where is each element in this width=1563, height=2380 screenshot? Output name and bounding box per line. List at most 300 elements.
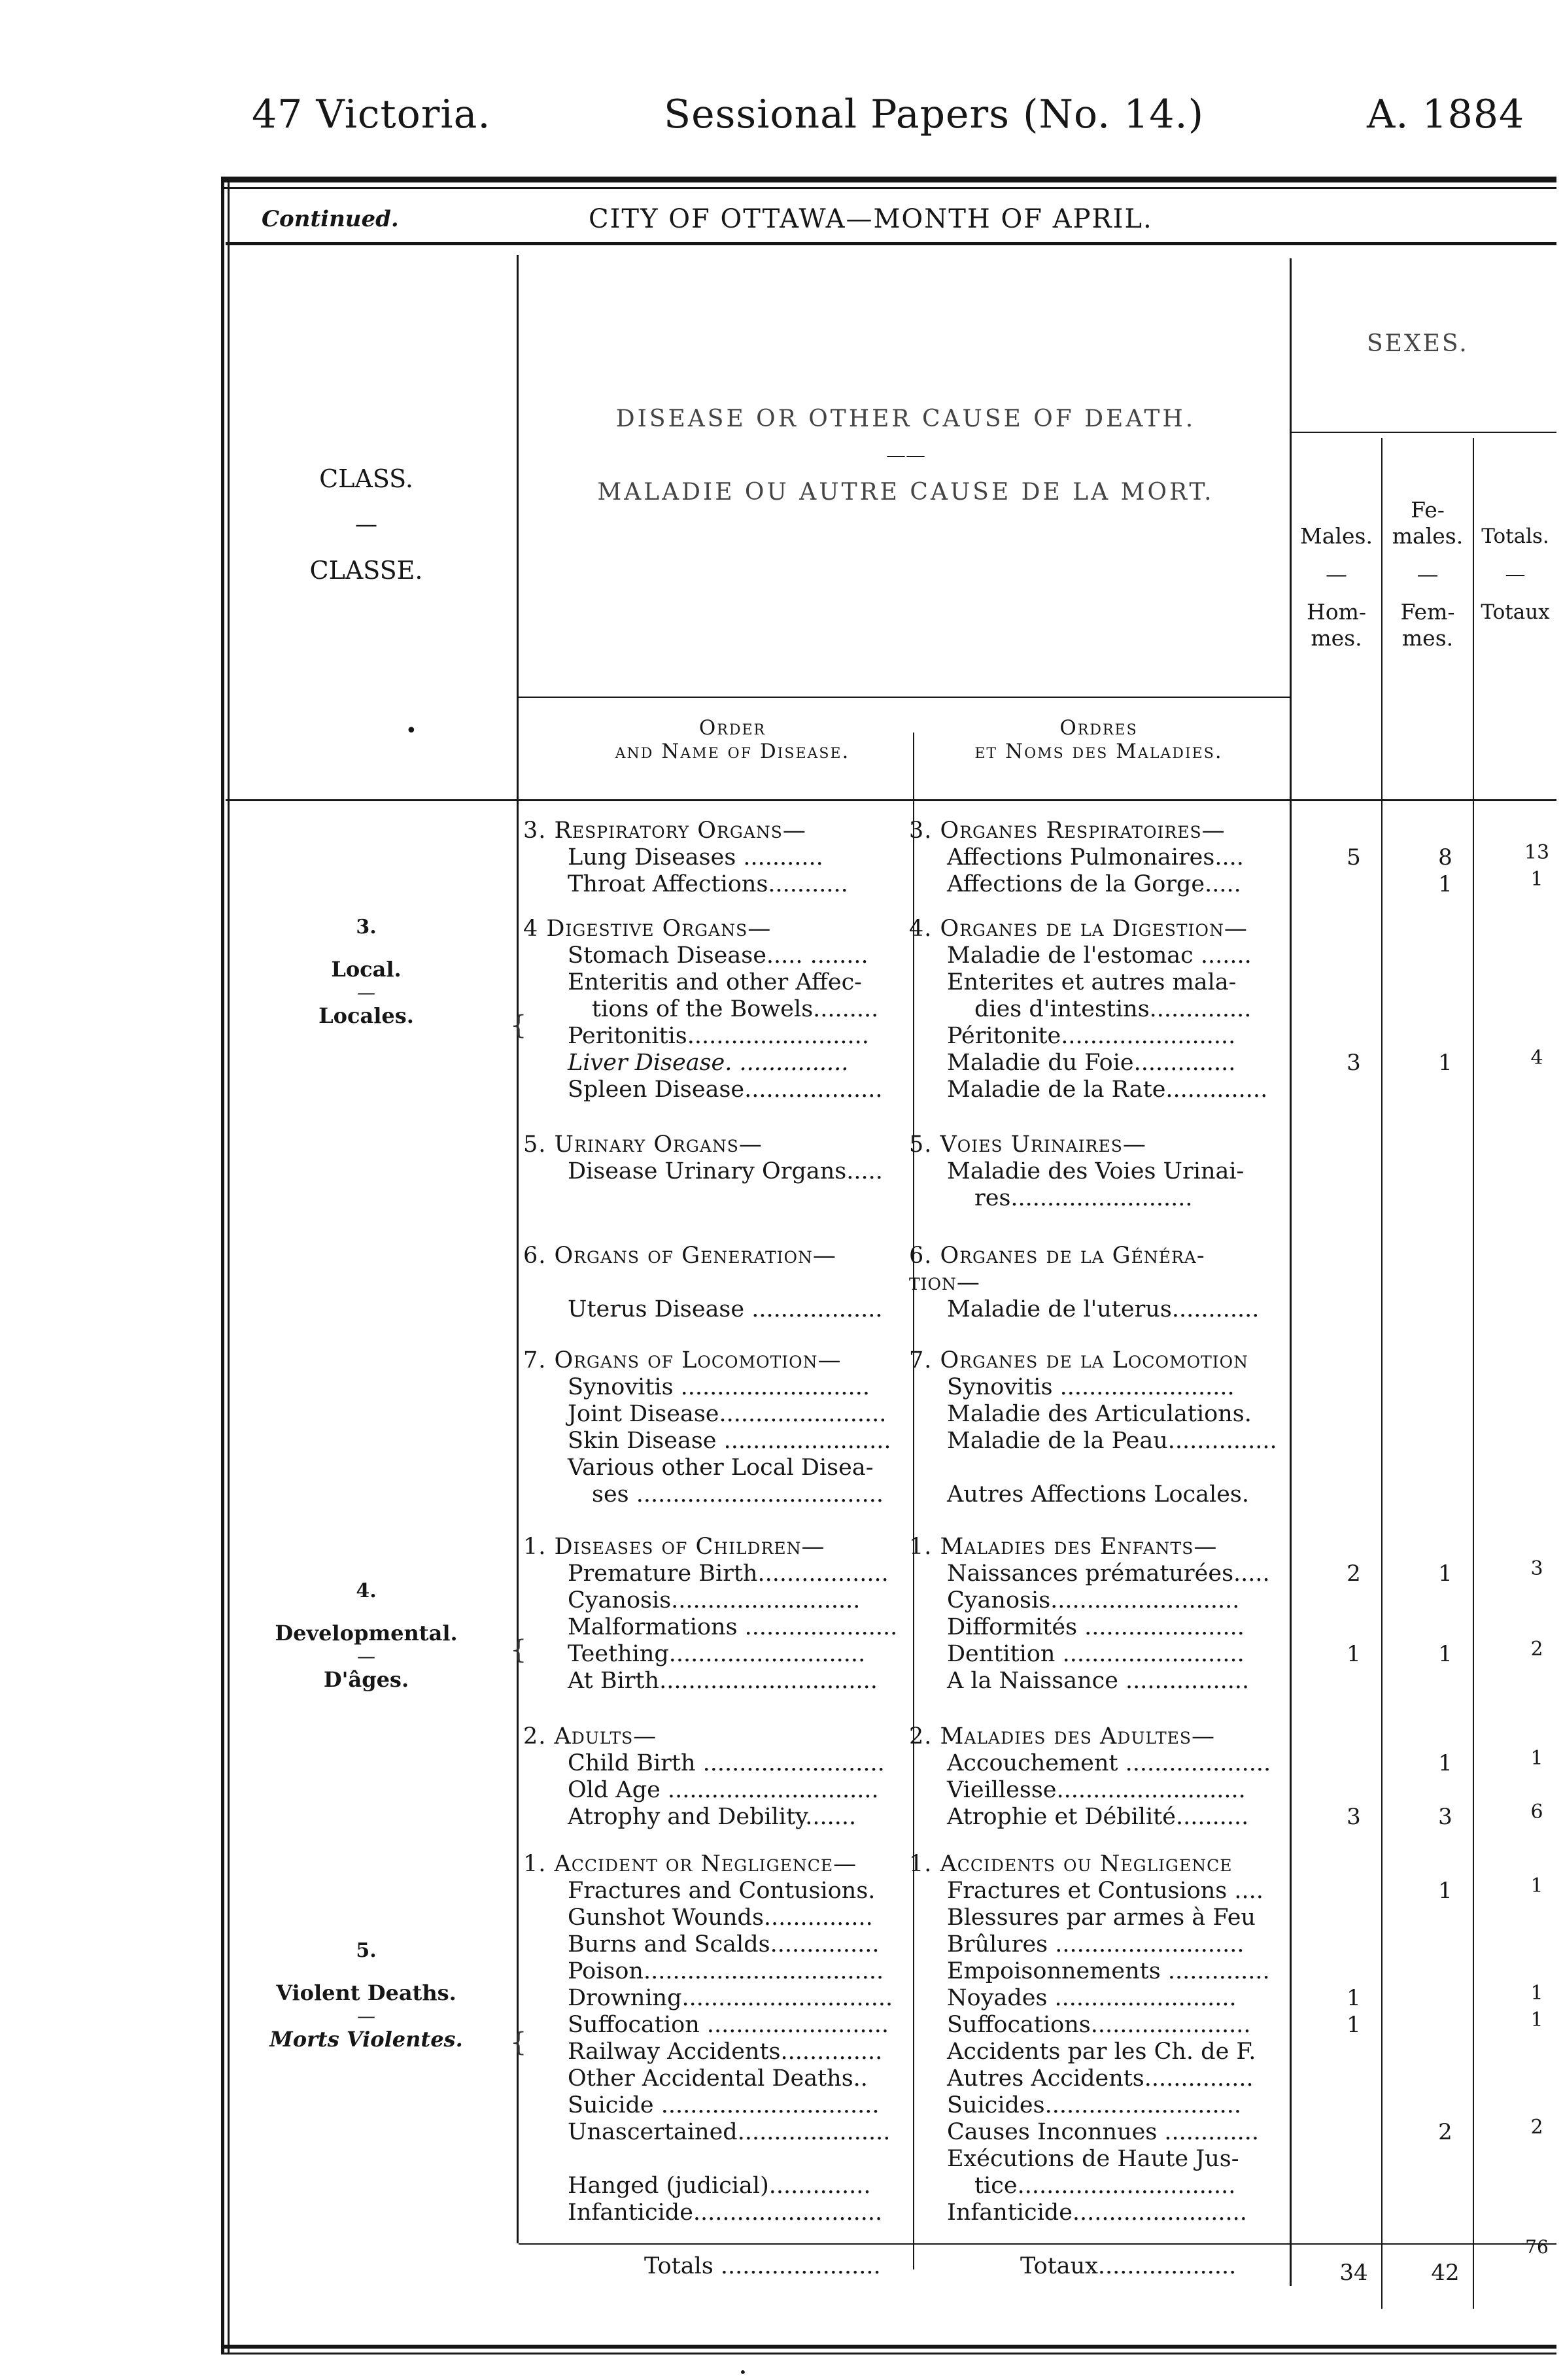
table-row (0, 1374, 1563, 1401)
row-total (1517, 964, 1556, 991)
table-title: CITY OF OTTAWA—MONTH OF APRIL. (589, 204, 1153, 234)
row-fr: Péritonite........................ (947, 1023, 1236, 1049)
row-fr: Maladie de l'uterus............ (947, 1296, 1260, 1322)
table-row (0, 1296, 1563, 1323)
totals-females: 42 (1431, 2260, 1460, 2286)
row-en: Disease Urinary Organs..... (568, 1158, 883, 1184)
class-dev-num: 4. (356, 1579, 377, 1602)
row-females (1426, 1428, 1465, 1455)
row-fr: Dentition ......................... (947, 1641, 1245, 1667)
row-total (1517, 2167, 1556, 2194)
row-fr: res......................... (974, 1185, 1193, 1211)
class-head (229, 464, 504, 585)
row-en: Other Accidental Deaths.. (568, 2065, 868, 2092)
row-en: Drowning............................. (568, 1985, 893, 2011)
row-females (1426, 1077, 1465, 1103)
row-females (1426, 1958, 1465, 1985)
row-females (1426, 1723, 1465, 1750)
row-total (1517, 937, 1556, 964)
row-females (1426, 818, 1465, 844)
row-males (1334, 1243, 1373, 1269)
table-row (0, 2092, 1563, 2119)
row-females (1426, 1481, 1465, 1508)
row-total (1517, 1342, 1556, 1369)
header-bottom-rule (226, 799, 1556, 801)
row-females (1426, 1668, 1465, 1695)
row-en: Peritonitis......................... (568, 1023, 869, 1049)
class-violent-dash: — (357, 2005, 375, 2027)
class-local-dash: — (357, 982, 375, 1003)
row-males (1334, 2173, 1373, 2199)
row-total (1517, 1899, 1556, 1926)
row-total (1517, 1126, 1556, 1153)
row-total: 6 (1530, 1801, 1543, 1823)
row-en: Skin Disease ....................... (568, 1428, 891, 1454)
class-violent-num: 5. (356, 1939, 377, 1962)
row-en: Unascertained..................... (568, 2119, 891, 2145)
row-total: 1 (1530, 2009, 1543, 2031)
row-en: Cyanosis.......................... (568, 1587, 861, 1613)
table-row (0, 942, 1563, 969)
row-males (1334, 1931, 1373, 1958)
row-females (1426, 2065, 1465, 2092)
females-head-fr1: Fem- (1400, 599, 1455, 625)
row-males (1334, 1296, 1373, 1323)
row-males: 1 (1347, 1985, 1361, 2011)
row-fr: Maladie des Articulations. (947, 1401, 1252, 1427)
row-females (1426, 2039, 1465, 2065)
row-total (1517, 2087, 1556, 2114)
table-row (0, 1243, 1563, 1269)
row-males (1334, 996, 1373, 1023)
table-row (0, 818, 1563, 844)
table-row (0, 1982, 1563, 2012)
row-fr: Autres Affections Locales. (947, 1481, 1249, 1508)
row-fr: Naissances prématurées..... (947, 1561, 1270, 1587)
row-males (1334, 1455, 1373, 1481)
table-row (0, 1874, 1563, 1905)
row-en: 2. Adults— (523, 1723, 657, 1750)
row-males (1334, 1481, 1373, 1508)
females-head-fr2: mes. (1401, 625, 1454, 651)
row-males (1334, 1958, 1373, 1985)
row-en: At Birth.............................. (568, 1668, 878, 1694)
row-fr: Atrophie et Débilité.......... (947, 1804, 1249, 1830)
totals-total: 76 (1525, 2236, 1549, 2258)
row-fr: Suffocations...................... (947, 2012, 1251, 2038)
row-en: Child Birth ......................... (568, 1750, 885, 1776)
row-females: 2 (1438, 2119, 1452, 2145)
row-en: 7. Organs of Locomotion— (523, 1347, 842, 1373)
row-males (1334, 2039, 1373, 2065)
row-en: Lung Diseases ........... (568, 844, 823, 871)
row-en: Fractures and Contusions. (568, 1878, 876, 1904)
row-fr: Vieillesse.......................... (947, 1777, 1246, 1803)
row-total: 13 (1524, 841, 1550, 864)
table-row (0, 868, 1563, 898)
row-males (1334, 2065, 1373, 2092)
table-row (0, 1131, 1563, 1158)
row-males (1334, 1614, 1373, 1641)
row-total (1517, 2060, 1556, 2087)
row-fr: 5. Voies Urinaires— (909, 1131, 1146, 1158)
females-head-en2: males. (1392, 523, 1464, 549)
row-females (1426, 2199, 1465, 2226)
table-row (0, 2009, 1563, 2039)
row-total (1517, 1582, 1556, 1609)
row-females (1426, 1185, 1465, 1212)
row-total (1517, 1071, 1556, 1098)
row-en: Suffocation ......................... (568, 2012, 889, 2038)
table-row (0, 1668, 1563, 1695)
row-females: 1 (1438, 871, 1452, 897)
row-males (1334, 2092, 1373, 2119)
bottom-rule-1 (222, 2345, 1556, 2349)
totals-en: Totals ...................... (644, 2253, 881, 2279)
row-females: 1 (1438, 1561, 1452, 1587)
row-females (1426, 1158, 1465, 1185)
males-head-en: Males. (1300, 523, 1373, 549)
row-females: 1 (1438, 1050, 1452, 1076)
row-fr: Infanticide........................ (947, 2199, 1247, 2226)
row-females (1426, 1931, 1465, 1958)
row-females (1426, 2012, 1465, 2039)
row-males (1334, 1269, 1373, 1296)
bottom-rule-2 (222, 2353, 1556, 2354)
row-fr: A la Naissance ................. (947, 1668, 1250, 1694)
row-en: Hanged (judicial).............. (568, 2173, 871, 2199)
row-males (1334, 1851, 1373, 1878)
row-total (1517, 1291, 1556, 1318)
row-fr: Affections Pulmonaires.... (947, 844, 1244, 871)
disease-head-fr: MALADIE OU AUTRE CAUSE DE LA MORT. (597, 479, 1214, 506)
row-males (1334, 1347, 1373, 1374)
row-females (1426, 2173, 1465, 2199)
row-males (1334, 1668, 1373, 1695)
totals-fr: Totaux................... (1020, 2253, 1237, 2279)
row-en: Malformations ..................... (568, 1614, 898, 1640)
row-males (1334, 1723, 1373, 1750)
row-en: Various other Local Disea- (568, 1455, 874, 1481)
row-fr: Empoisonnements .............. (947, 1958, 1270, 1984)
row-total (1517, 1953, 1556, 1980)
row-total (1517, 1718, 1556, 1745)
row-females (1426, 1374, 1465, 1401)
row-females (1426, 2146, 1465, 2173)
row-total (1517, 991, 1556, 1018)
row-males (1334, 1077, 1373, 1103)
class-head-dash: — (355, 511, 377, 538)
row-total: 2 (1530, 2116, 1543, 2139)
row-total (1517, 1264, 1556, 1291)
table-row (0, 996, 1563, 1023)
class-violent-fr: Morts Violentes. (269, 2027, 463, 2052)
table-row (0, 1023, 1563, 1050)
row-en: Stomach Disease..... ........ (568, 942, 868, 969)
table-row (0, 841, 1563, 871)
row-fr: Maladie des Voies Urinai- (947, 1158, 1245, 1184)
row-en: Liver Disease. ............... (568, 1050, 849, 1076)
row-total (1517, 1237, 1556, 1264)
row-females (1426, 1401, 1465, 1428)
row-en: 1. Diseases of Children— (523, 1534, 825, 1560)
row-en: 5. Urinary Organs— (523, 1131, 763, 1158)
brace-digestive: { (510, 1010, 527, 1041)
row-males (1334, 916, 1373, 942)
row-males: 5 (1347, 844, 1361, 871)
order-head-en-line1: Order (698, 716, 766, 740)
row-en: Uterus Disease .................. (568, 1296, 883, 1322)
totals-row (0, 2236, 1563, 2286)
row-females (1426, 1587, 1465, 1614)
row-fr: 2. Maladies des Adultes— (909, 1723, 1216, 1750)
row-fr: Cyanosis.......................... (947, 1587, 1240, 1613)
totals-rule (519, 2243, 1556, 2245)
row-total (1517, 1846, 1556, 1872)
order-head-en-line2: and Name of Disease. (615, 740, 850, 763)
row-females (1426, 942, 1465, 969)
table-row (0, 1428, 1563, 1455)
row-males: 3 (1347, 1804, 1361, 1830)
row-total (1517, 1180, 1556, 1207)
row-females: 1 (1438, 1878, 1452, 1904)
header-left: 47 Victoria. (252, 92, 491, 137)
table-row (0, 2173, 1563, 2199)
footer-dot: • (739, 2364, 747, 2380)
row-total (1517, 1528, 1556, 1555)
row-en: ses .................................. (592, 1481, 884, 1508)
class-local-num: 3. (356, 916, 377, 939)
table-row (0, 1455, 1563, 1481)
row-total (1517, 1153, 1556, 1180)
table-row (0, 1638, 1563, 1668)
row-fr: Autres Accidents............... (947, 2065, 1254, 2092)
row-males (1334, 1401, 1373, 1428)
table-row (0, 1185, 1563, 1212)
brace-children: { (510, 1635, 527, 1665)
table-row (0, 2199, 1563, 2226)
row-en: Suicide .............................. (568, 2092, 880, 2118)
class-head-fr: CLASSE. (309, 556, 423, 585)
row-fr: Maladie du Foie.............. (947, 1050, 1236, 1076)
table-row (0, 969, 1563, 996)
row-fr: Fractures et Contusions .... (947, 1878, 1263, 1904)
females-head (1383, 497, 1473, 651)
row-males (1334, 1905, 1373, 1931)
row-total: 1 (1530, 1747, 1543, 1770)
row-females (1426, 1347, 1465, 1374)
males-head (1292, 523, 1381, 651)
row-females (1426, 1614, 1465, 1641)
row-en: tions of the Bowels......... (592, 996, 879, 1022)
row-males: 2 (1347, 1561, 1361, 1587)
table-row (0, 1481, 1563, 1508)
row-fr: Accouchement .................... (947, 1750, 1271, 1776)
row-fr: Causes Inconnues ............. (947, 2119, 1260, 2145)
row-females (1426, 1455, 1465, 1481)
row-total (1517, 1926, 1556, 1953)
row-females (1426, 1296, 1465, 1323)
row-females (1426, 1023, 1465, 1050)
row-en: Teething........................... (568, 1641, 866, 1667)
totals-males: 34 (1339, 2260, 1368, 2286)
row-fr: 6. Organes de la Généra- (909, 1243, 1205, 1269)
row-total (1517, 1609, 1556, 1636)
row-males (1334, 871, 1373, 898)
row-females: 3 (1438, 1804, 1452, 1830)
row-females (1426, 2092, 1465, 2119)
table-row (0, 2065, 1563, 2092)
row-total: 2 (1530, 1638, 1543, 1661)
table-row (0, 1269, 1563, 1296)
row-total: 4 (1530, 1046, 1543, 1069)
row-total (1517, 1423, 1556, 1449)
row-en: Burns and Scalds............... (568, 1931, 880, 1957)
row-fr: Maladie de l'estomac ....... (947, 942, 1252, 969)
row-en: Throat Affections........... (568, 871, 848, 897)
row-fr: Maladie de la Peau............... (947, 1428, 1277, 1454)
row-males (1334, 1750, 1373, 1777)
row-en: Railway Accidents.............. (568, 2039, 883, 2065)
row-fr: dies d'intestins.............. (974, 996, 1252, 1022)
row-fr: Suicides........................... (947, 2092, 1241, 2118)
row-males (1334, 969, 1373, 996)
row-fr: Noyades ......................... (947, 1985, 1237, 2011)
row-males (1334, 1185, 1373, 1212)
table-row (0, 2116, 1563, 2146)
females-head-dash: — (1417, 561, 1439, 587)
totals-head-fr: Totaux (1481, 600, 1550, 624)
row-females (1426, 1777, 1465, 1804)
row-females (1426, 1269, 1465, 1296)
row-females (1426, 1534, 1465, 1561)
row-en: Enteritis and other Affec- (568, 969, 862, 995)
row-females (1426, 916, 1465, 942)
row-fr: Difformités ...................... (947, 1614, 1245, 1640)
table-row (0, 1077, 1563, 1103)
row-males (1334, 1374, 1373, 1401)
row-females (1426, 1985, 1465, 2012)
row-males: 1 (1347, 1641, 1361, 1667)
row-fr: 1. Accidents ou Negligence (909, 1851, 1233, 1877)
row-males (1334, 1534, 1373, 1561)
row-males (1334, 2119, 1373, 2146)
row-males (1334, 1777, 1373, 1804)
row-total (1517, 2033, 1556, 2060)
totals-head-dash: — (1505, 562, 1526, 586)
row-females: 1 (1438, 1641, 1452, 1667)
row-males (1334, 2199, 1373, 2226)
table-row (0, 916, 1563, 942)
row-total (1517, 1369, 1556, 1396)
table-row (0, 1905, 1563, 1931)
top-rule-thick (222, 177, 1556, 182)
table-row (0, 2146, 1563, 2173)
table-row (0, 2039, 1563, 2065)
table-row (0, 1851, 1563, 1878)
table-row (0, 1587, 1563, 1614)
class-dev-en: Developmental. (275, 1621, 458, 1646)
row-en: Synovitis .......................... (568, 1374, 870, 1400)
row-females (1426, 969, 1465, 996)
row-total: 1 (1530, 1874, 1543, 1897)
row-fr: tion— (909, 1269, 980, 1296)
row-en: Infanticide.......................... (568, 2199, 883, 2226)
row-fr: Enterites et autres mala- (947, 969, 1237, 995)
row-en: Atrophy and Debility....... (568, 1804, 857, 1830)
row-total (1517, 1449, 1556, 1476)
order-head-fr-line2: et Noms des Maladies. (974, 740, 1223, 763)
row-fr: Synovitis ........................ (947, 1374, 1235, 1400)
row-total (1517, 1476, 1556, 1503)
row-fr: Brûlures .......................... (947, 1931, 1245, 1957)
class-dev-dash: — (357, 1646, 375, 1667)
row-females (1426, 1851, 1465, 1878)
order-subrule (519, 697, 1290, 698)
row-males: 1 (1347, 2012, 1361, 2038)
brace-violent: { (510, 2027, 527, 2058)
row-males (1334, 1878, 1373, 1905)
row-total: 1 (1530, 1982, 1543, 2005)
row-females (1426, 996, 1465, 1023)
table-row (0, 1557, 1563, 1587)
row-total (1517, 1772, 1556, 1799)
row-males (1334, 1428, 1373, 1455)
table-row (0, 1534, 1563, 1561)
table-row (0, 1723, 1563, 1750)
table-row (0, 1801, 1563, 1831)
disease-head (523, 405, 1288, 506)
row-females (1426, 1243, 1465, 1269)
sexes-head: SEXES. (1367, 330, 1469, 357)
row-total (1517, 2141, 1556, 2167)
row-fr: Accidents par les Ch. de F. (947, 2039, 1256, 2065)
row-en: 6. Organs of Generation— (523, 1243, 836, 1269)
table-row (0, 1777, 1563, 1804)
bullet-mark: • (405, 719, 417, 742)
row-males (1334, 1587, 1373, 1614)
class-local-fr: Locales. (318, 1003, 414, 1028)
row-en: Poison................................. (568, 1958, 884, 1984)
row-males: 3 (1347, 1050, 1361, 1076)
row-en: Gunshot Wounds............... (568, 1905, 873, 1931)
row-females (1426, 1905, 1465, 1931)
sexes-subrule (1292, 432, 1556, 433)
row-en: 4 Digestive Organs— (523, 916, 772, 942)
row-males (1334, 942, 1373, 969)
row-en: Spleen Disease................... (568, 1077, 883, 1103)
row-males (1334, 1131, 1373, 1158)
row-fr: Exécutions de Haute Jus- (947, 2146, 1239, 2172)
row-females (1426, 1131, 1465, 1158)
table-row (0, 1747, 1563, 1777)
continued-label: Continued. (262, 206, 399, 232)
order-head-en (562, 716, 902, 763)
class-violent-en: Violent Deaths. (276, 1980, 456, 2005)
row-males (1334, 1023, 1373, 1050)
row-fr: 7. Organes de la Locomotion (909, 1347, 1249, 1373)
table-row (0, 1614, 1563, 1641)
row-total (1517, 910, 1556, 937)
females-head-en1: Fe- (1411, 497, 1445, 523)
row-males (1334, 818, 1373, 844)
males-head-dash: — (1326, 561, 1347, 587)
table-row (0, 1931, 1563, 1958)
totals-head-en: Totals. (1481, 525, 1549, 548)
males-head-fr2: mes. (1311, 625, 1362, 651)
row-females: 8 (1438, 844, 1452, 871)
row-total (1517, 1018, 1556, 1044)
